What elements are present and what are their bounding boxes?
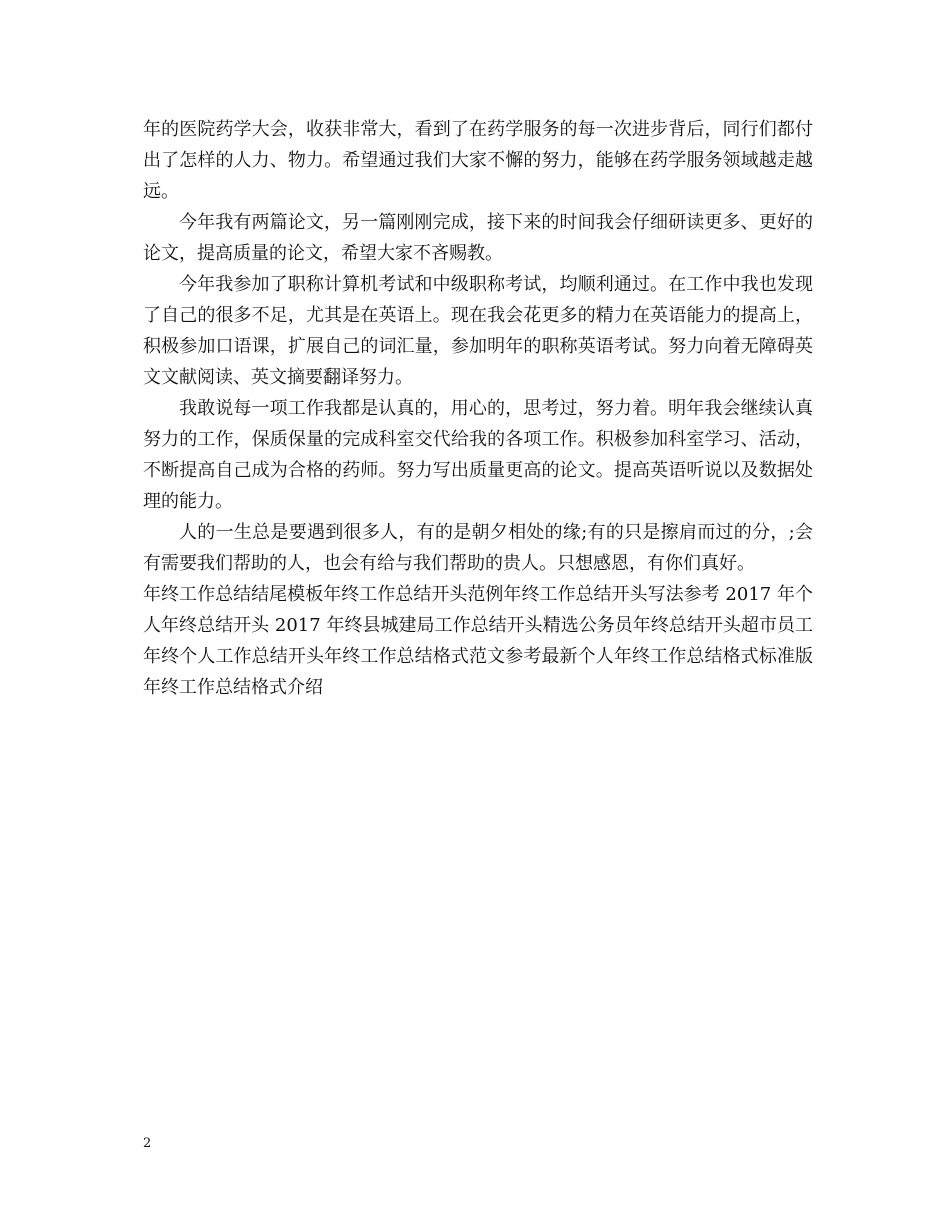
page-number: 2 (143, 1136, 152, 1151)
paragraph-work-plan: 我敢说每一项工作我都是认真的，用心的，思考过，努力着。明年我会继续认真努力的工作，保质保量的完成科室交代给我的各项工作。积极参加科室学习、活动，不断提高自己成为合格的药师。努力写出质量更高的论文。提高英语听说以及数据处理的能力。 (143, 398, 813, 512)
paragraph-exams: 今年我参加了职称计算机考试和中级职称考试，均顺利通过。在工作中我也发现了自己的很多不足，尤其是在英语上。现在我会花更多的精力在英语能力的提高上，积极参加口语课，扩展自己的词汇量，参加明年的职称英语考试。努力向着无障碍英文文献阅读、英文摘要翻译努力。 (143, 274, 813, 388)
paragraph-papers: 今年我有两篇论文，另一篇刚刚完成，接下来的时间我会仔细研读更多、更好的论文，提高质量的论文，希望大家不吝赐教。 (143, 212, 813, 264)
paragraph-related-links: 年终工作总结结尾模板年终工作总结开头范例年终工作总结开头写法参考 2017 年个人年终总结开头 2017 年终县城建局工作总结开头精选公务员年终总结开头超市员工年终个人工作总结开头年终工作总结格式范文参考最新个人年终工作总结格式标准版年终工作总结格式介绍 (143, 584, 813, 698)
paragraph-gratitude: 人的一生总是要遇到很多人，有的是朝夕相处的缘;有的只是擦肩而过的分，;会有需要我们帮助的人，也会有给与我们帮助的贵人。只想感恩，有你们真好。 (143, 522, 813, 574)
paragraph-continuation: 年的医院药学大会，收获非常大，看到了在药学服务的每一次进步背后，同行们都付出了怎样的人力、物力。希望通过我们大家不懈的努力，能够在药学服务领域越走越远。 (143, 119, 813, 202)
document-body (143, 114, 813, 703)
